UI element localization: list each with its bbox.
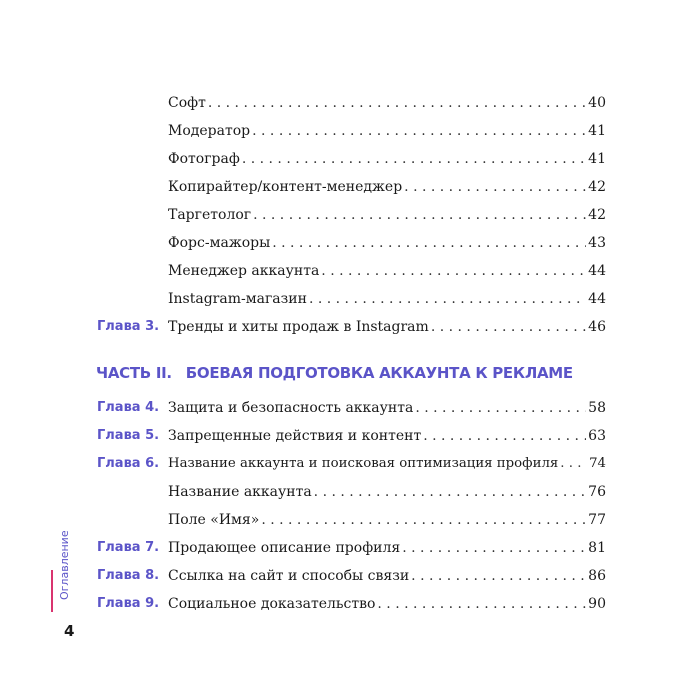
toc-entry-title: Название аккаунта и поисковая оптимизация профиля: [168, 456, 559, 471]
toc-entry-page: 74: [589, 456, 606, 471]
toc-entry-page: 63: [588, 428, 606, 444]
toc-entry-page: 46: [588, 319, 606, 335]
toc-entry-page: 86: [588, 568, 606, 584]
chapter-label: Глава 4.: [97, 400, 160, 415]
toc-entry-force-majeure: [168, 233, 606, 253]
toc-entry-name-field: [168, 510, 606, 530]
toc-entry-chapter-9: [168, 594, 606, 614]
toc-leader-dots: [404, 177, 586, 197]
toc-leader-dots: [560, 454, 586, 474]
toc-entry-page: 90: [588, 596, 606, 612]
toc-entry-title: Социальное доказательство: [168, 596, 376, 612]
toc-leader-dots: [314, 482, 586, 502]
toc-entry-title: Instagram-магазин: [168, 291, 307, 307]
toc-entry-account-manager: [168, 261, 606, 281]
toc-entry-chapter-7: [168, 538, 606, 558]
page-number: 4: [64, 622, 75, 640]
toc-entry-page: 76: [588, 484, 606, 500]
toc-entry-chapter-6: [168, 454, 606, 474]
toc-entry-page: 42: [588, 179, 606, 195]
toc-leader-dots: [402, 538, 586, 558]
toc-leader-dots: [261, 510, 586, 530]
toc-entry-title: Поле «Имя»: [168, 512, 260, 528]
toc-entry-chapter-8: [168, 566, 606, 586]
toc-leader-dots: [377, 594, 586, 614]
toc-leader-dots: [309, 289, 586, 309]
toc-entry-page: 44: [588, 263, 606, 279]
toc-entry-page: 44: [588, 291, 606, 307]
toc-entry-title: Модератор: [168, 123, 251, 139]
toc-entry-title: Таргетолог: [168, 207, 252, 223]
chapter-label: Глава 3.: [97, 319, 160, 334]
toc-leader-dots: [423, 426, 586, 446]
toc-entry-chapter-3: [168, 317, 606, 337]
toc-entry-chapter-5: [168, 426, 606, 446]
toc-entry-chapter-4: [168, 398, 606, 418]
toc-entry-page: 42: [588, 207, 606, 223]
chapter-label: Глава 6.: [97, 456, 160, 471]
toc-leader-dots: [253, 205, 586, 225]
toc-entry-instagram-shop: [168, 289, 606, 309]
toc-entry-title: Защита и безопасность аккаунта: [168, 400, 414, 416]
part-label: ЧАСТЬ II.: [96, 364, 172, 382]
toc-leader-dots: [272, 233, 586, 253]
toc-entry-title: Название аккаунта: [168, 484, 312, 500]
toc-entry-title: Форс-мажоры: [168, 235, 271, 251]
toc-leader-dots: [411, 566, 586, 586]
toc-entry-photographer: [168, 149, 606, 169]
chapter-label: Глава 8.: [97, 568, 160, 583]
toc-entry-page: 43: [588, 235, 606, 251]
toc-entry-copywriter: [168, 177, 606, 197]
chapter-label: Глава 5.: [97, 428, 160, 443]
toc-entry-account-name: [168, 482, 606, 502]
toc-entry-page: 81: [588, 540, 606, 556]
toc-entry-title: Ссылка на сайт и способы связи: [168, 568, 410, 584]
toc-entry-page: 40: [588, 95, 606, 111]
toc-entry-page: 58: [588, 400, 606, 416]
toc-entry-page: 77: [588, 512, 606, 528]
toc-leader-dots: [208, 93, 586, 113]
toc-entry-targetologist: [168, 205, 606, 225]
toc-entry-page: 41: [588, 151, 606, 167]
part-heading: [96, 364, 573, 382]
chapter-label: Глава 9.: [97, 596, 160, 611]
chapter-label: Глава 7.: [97, 540, 160, 555]
section-side-label: Оглавление: [58, 530, 71, 600]
toc-entry-title: Фотограф: [168, 151, 240, 167]
toc-entry-moderator: [168, 121, 606, 141]
toc-leader-dots: [252, 121, 586, 141]
toc-entry-title: Копирайтер/контент-менеджер: [168, 179, 403, 195]
toc-entry-soft: [168, 93, 606, 113]
side-marker-bar: [51, 570, 53, 612]
toc-leader-dots: [415, 398, 586, 418]
toc-entry-title: Софт: [168, 95, 206, 111]
toc-leader-dots: [321, 261, 586, 281]
part-title: БОЕВАЯ ПОДГОТОВКА АККАУНТА К РЕКЛАМЕ: [185, 364, 573, 382]
toc-entry-title: Менеджер аккаунта: [168, 263, 320, 279]
toc-entry-title: Продающее описание профиля: [168, 540, 401, 556]
toc-entry-title: Тренды и хиты продаж в Instagram: [168, 319, 429, 335]
toc-leader-dots: [242, 149, 586, 169]
toc-leader-dots: [431, 317, 586, 337]
toc-entry-title: Запрещенные действия и контент: [168, 428, 422, 444]
toc-entry-page: 41: [588, 123, 606, 139]
